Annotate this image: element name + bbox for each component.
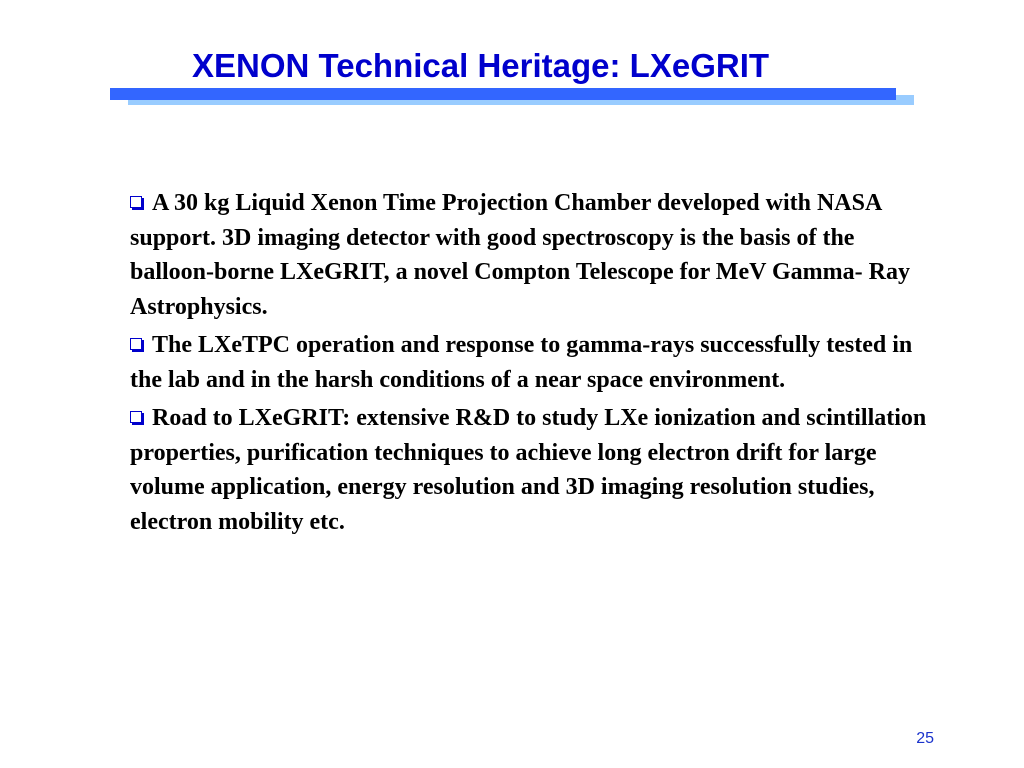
slide-title: XENON Technical Heritage: LXeGRIT	[192, 47, 770, 84]
hollow-square-bullet-icon	[130, 196, 142, 208]
title-underline	[110, 88, 896, 100]
hollow-square-bullet-icon	[130, 338, 142, 350]
bullet-text-1: A 30 kg Liquid Xenon Time Projection Chamber developed with NASA support. 3D imaging detector with good spectroscopy is the basis of the balloon-borne LXeGRIT, a novel Compton Telescope for MeV Gamma- Ray Astrophysics.	[130, 190, 910, 320]
bullet-text-2: The LXeTPC operation and response to gamma-rays successfully tested in the lab and in the harsh conditions of a near space environment.	[130, 332, 913, 393]
page-number: 25	[916, 730, 934, 747]
bullet-item-2	[130, 328, 930, 397]
bullet-item-1	[130, 186, 930, 324]
bullet-list	[130, 186, 930, 543]
hollow-square-bullet-icon	[130, 411, 142, 423]
bullet-item-3	[130, 401, 930, 539]
bullet-text-3: Road to LXeGRIT: extensive R&D to study LXe ionization and scintillation properties, purification techniques to achieve long electron drift for large volume application, energy resolution and 3D imaging resolution studies, electron mobility etc.	[130, 405, 927, 535]
